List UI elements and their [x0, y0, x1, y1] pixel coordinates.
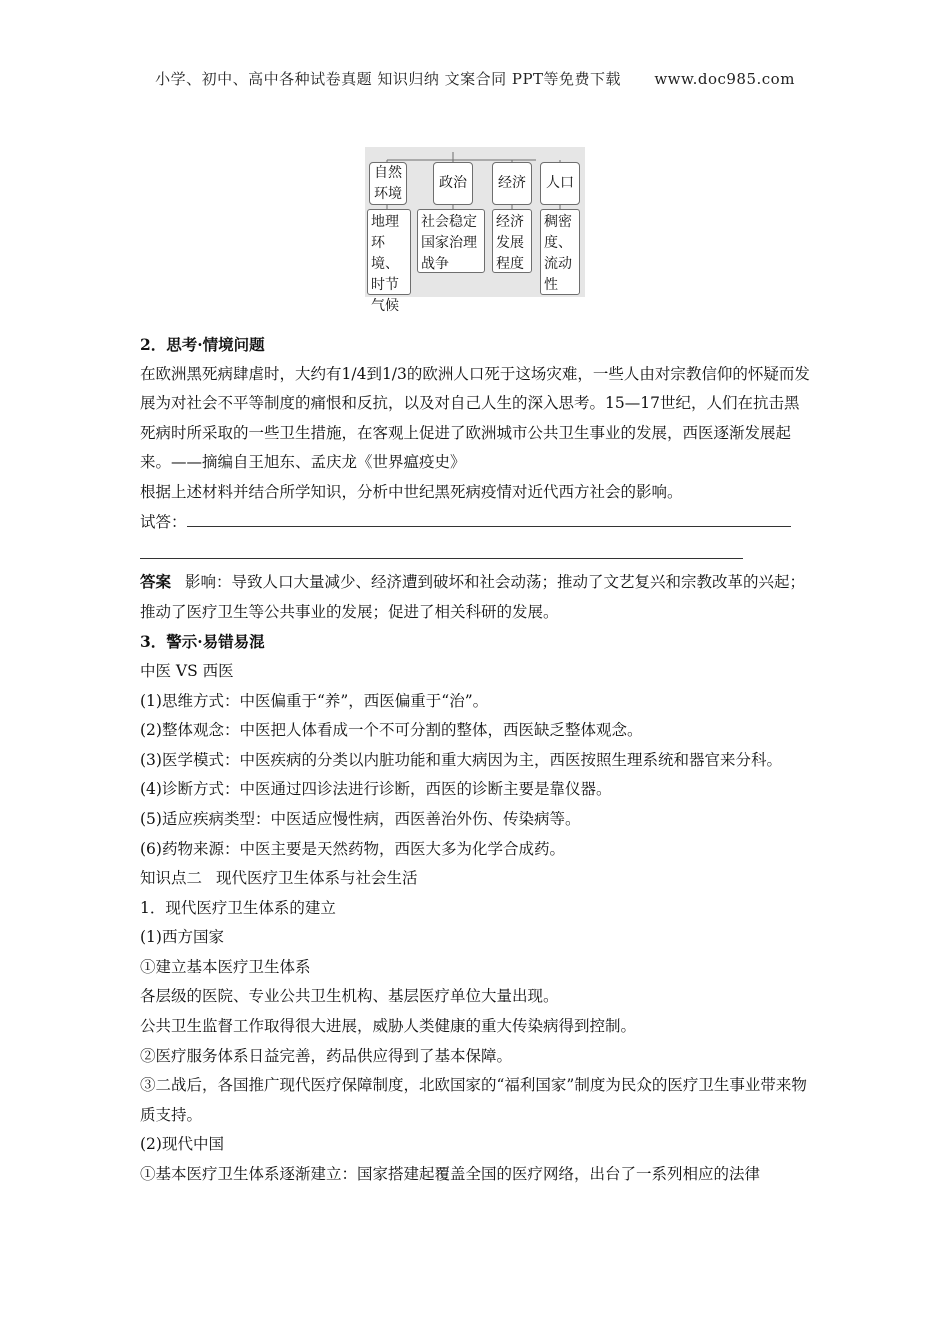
section2-paragraph: 在欧洲黑死病肆虐时，大约有1/4到1/3的欧洲人口死于这场灾难，一些人由对宗教信仰的怀疑而发展为对社会不平等制度的痛恨和反抗，以及对自己人生的深入思考。15—17世纪，人们在抗击黑死病时所采取的一些卫生措施，在客观上促进了欧洲城市公共卫生事业的发展，西医逐渐发展起来。——摘编自王旭东、孟庆龙《世界瘟疫史》 — [140, 364, 810, 472]
west-item: 公共卫生监督工作取得很大进展，威胁人类健康的重大传染病得到控制。 — [140, 1017, 637, 1036]
west-item: ①建立基本医疗卫生体系 — [140, 957, 311, 976]
category-economy: 经济 — [492, 162, 532, 205]
factor-diagram — [365, 147, 585, 314]
china-title: (2)现代中国 — [140, 1135, 224, 1154]
section3-subtitle: 中医 VS 西医 — [140, 661, 234, 680]
west-title: (1)西方国家 — [140, 928, 224, 947]
subsection1-title: 1．现代医疗卫生体系的建立 — [140, 898, 336, 917]
knowledge-point-label: 知识点二 — [140, 869, 203, 888]
compare-item: (2)整体观念：中医把人体看成一个不可分割的整体，西医缺乏整体观念。 — [140, 721, 643, 740]
answer-blank-2[interactable] — [140, 537, 743, 559]
header-site: www.doc985.com — [654, 70, 795, 88]
try-label: 试答： — [140, 512, 187, 531]
knowledge-point-heading — [140, 864, 812, 894]
category-politics: 政治 — [433, 162, 473, 205]
details-nature: 地理 环境、 时节 气候 — [367, 209, 411, 295]
compare-item: (1)思维方式：中医偏重于“养”，西医偏重于“治”。 — [140, 691, 489, 710]
main-content — [140, 330, 812, 1190]
knowledge-point-title: 现代医疗卫生体系与社会生活 — [216, 869, 418, 888]
answer-blank-1[interactable] — [187, 508, 791, 527]
details-economy: 经济 发展 程度 — [492, 209, 532, 273]
answer-text: 影响：导致人口大量减少、经济遭到破坏和社会动荡；推动了文艺复兴和宗教改革的兴起；推动了医疗卫生等公共事业的发展；促进了相关科研的发展。 — [140, 573, 806, 621]
header-text: 小学、初中、高中各种试卷真题 知识归纳 文案合同 PPT等免费下载 — [155, 70, 622, 88]
category-population: 人口 — [540, 162, 580, 205]
west-item: ③二战后，各国推广现代医疗保障制度，北欧国家的“福利国家”制度为民众的医疗卫生事业带来物质支持。 — [140, 1076, 807, 1124]
answer-row — [140, 567, 812, 627]
details-population: 稠密 度、 流动 性 — [540, 209, 580, 295]
compare-item: (3)医学模式：中医疾病的分类以内脏功能和重大病因为主，西医按照生理系统和器官来分科。 — [140, 750, 782, 769]
section3-title: 3．警示·易错易混 — [140, 632, 265, 652]
try-answer-row — [140, 508, 812, 538]
section2-question: 根据上述材料并结合所学知识，分析中世纪黑死病疫情对近代西方社会的影响。 — [140, 482, 683, 501]
section2-title: 2．思考·情境问题 — [140, 335, 265, 354]
answer-label: 答案 — [140, 572, 172, 592]
page-header — [0, 68, 950, 89]
category-nature: 自然 环境 — [369, 162, 407, 205]
details-politics: 社会稳定 国家治理 战争 — [417, 209, 485, 273]
compare-item: (5)适应疾病类型：中医适应慢性病，西医善治外伤、传染病等。 — [140, 809, 581, 828]
china-item: ①基本医疗卫生体系逐渐建立：国家搭建起覆盖全国的医疗网络，出台了一系列相应的法律 — [140, 1165, 761, 1184]
compare-item: (4)诊断方式：中医通过四诊法进行诊断，西医的诊断主要是靠仪器。 — [140, 780, 612, 799]
west-item: 各层级的医院、专业公共卫生机构、基层医疗单位大量出现。 — [140, 987, 559, 1006]
west-item: ②医疗服务体系日益完善，药品供应得到了基本保障。 — [140, 1046, 513, 1065]
compare-item: (6)药物来源：中医主要是天然药物，西医大多为化学合成药。 — [140, 839, 565, 858]
